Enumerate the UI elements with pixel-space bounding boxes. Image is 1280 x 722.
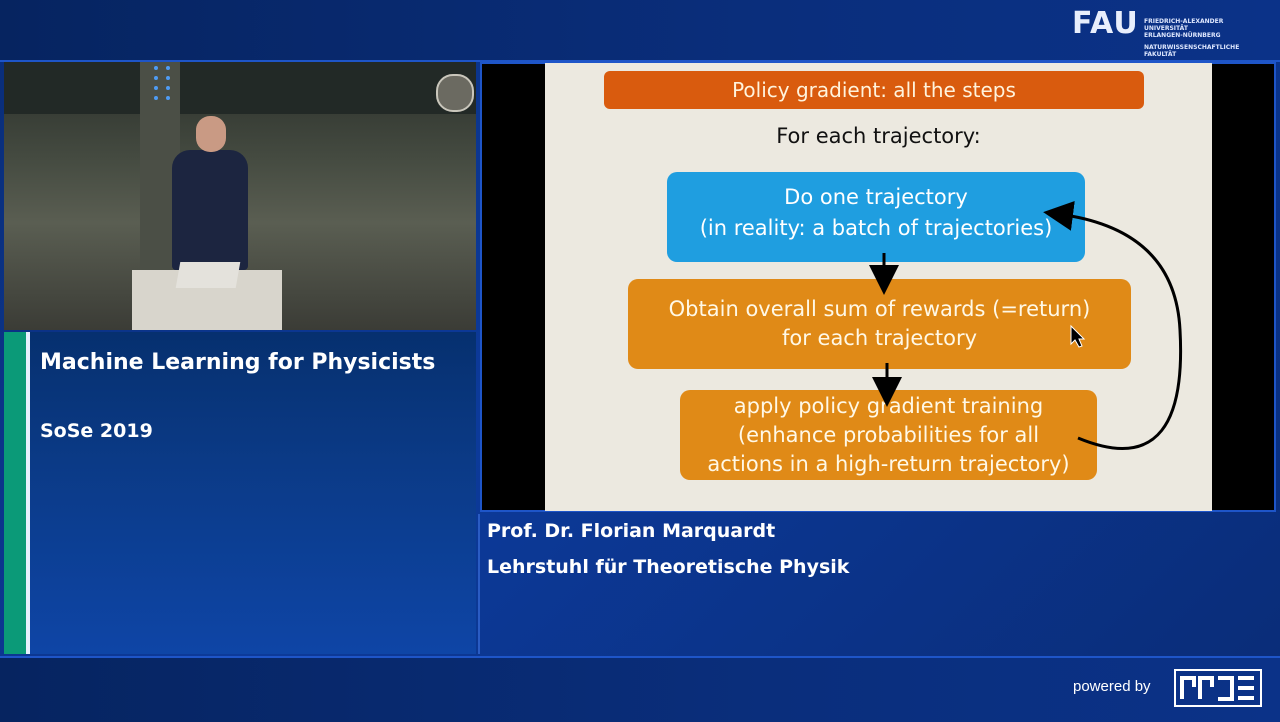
panel-divider bbox=[478, 514, 480, 654]
step-line: Obtain overall sum of rewards (=return) bbox=[668, 297, 1091, 321]
fau-logo: FAU bbox=[1072, 6, 1139, 41]
fau-faculty-label: NATURWISSENSCHAFTLICHE FAKULTÄT bbox=[1144, 44, 1240, 58]
lecturer-chair: Lehrstuhl für Theoretische Physik bbox=[487, 556, 850, 578]
step-line: apply policy gradient training bbox=[733, 394, 1044, 418]
lecturer-name: Prof. Dr. Florian Marquardt bbox=[487, 520, 776, 542]
step-box-return bbox=[628, 279, 1131, 369]
accent-stripe bbox=[26, 332, 30, 654]
indicator-light bbox=[166, 76, 170, 80]
laptop bbox=[176, 262, 241, 288]
blackboard bbox=[4, 62, 476, 114]
top-bar bbox=[0, 0, 1280, 62]
step-box-training bbox=[680, 390, 1097, 480]
step-line: (in reality: a batch of trajectories) bbox=[699, 216, 1053, 240]
step-line: (enhance probabilities for all bbox=[737, 423, 1040, 447]
step-line: for each trajectory bbox=[781, 326, 978, 350]
fau-logo-subtitle: FRIEDRICH-ALEXANDER UNIVERSITÄT ERLANGEN-NÜRNBERG bbox=[1144, 18, 1224, 39]
accent-bar bbox=[4, 332, 26, 654]
course-term: SoSe 2019 bbox=[40, 420, 153, 442]
slide-intro: For each trajectory: bbox=[776, 124, 981, 148]
speaker-video[interactable] bbox=[4, 62, 476, 330]
indicator-light bbox=[154, 66, 158, 70]
indicator-light bbox=[154, 76, 158, 80]
step-box-trajectory bbox=[667, 172, 1085, 262]
indicator-light bbox=[166, 96, 170, 100]
step-line: actions in a high-return trajectory) bbox=[707, 452, 1070, 476]
indicator-light bbox=[166, 66, 170, 70]
lecturer-head bbox=[196, 116, 226, 152]
slide-header: Policy gradient: all the steps bbox=[604, 71, 1144, 109]
step-line: Do one trajectory bbox=[784, 185, 968, 209]
rrze-logo-icon bbox=[1174, 669, 1262, 707]
university-seal-icon bbox=[436, 74, 474, 112]
indicator-light bbox=[154, 96, 158, 100]
lecturer-figure bbox=[172, 150, 248, 270]
course-title: Machine Learning for Physicists bbox=[40, 350, 436, 375]
indicator-light bbox=[166, 86, 170, 90]
indicator-light bbox=[154, 86, 158, 90]
powered-by-label: powered by bbox=[1073, 678, 1151, 695]
